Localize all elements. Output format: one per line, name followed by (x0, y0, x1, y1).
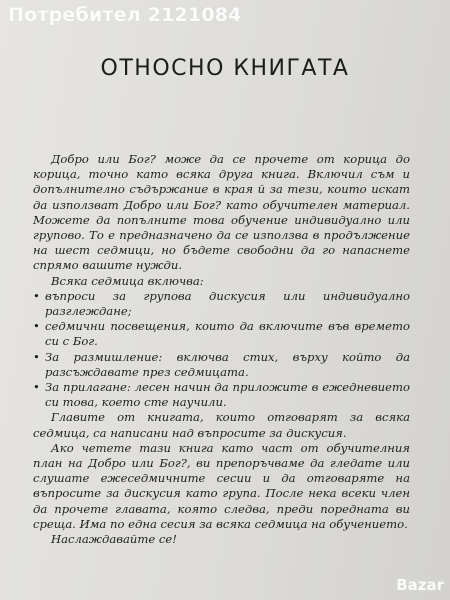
seller-watermark: Потребител 2121084 (8, 4, 242, 26)
list-item-text: въпроси за групова дискусия или индивидуално разглеждане; (45, 288, 410, 319)
bullet-icon: • (33, 319, 40, 334)
paragraph-chapters: Главите от книгата, които отговарят за всяка седмица, са написани над въпросите за дискусия. (33, 410, 410, 440)
list-item (33, 289, 410, 319)
list-item (33, 380, 410, 410)
page-body (33, 152, 410, 547)
paragraph-closing: Наслаждавайте се! (51, 532, 177, 547)
list-item-text: За прилагане: лесен начин да приложите в ежедневието си това, което сте научили. (45, 380, 410, 410)
list-item (33, 319, 410, 349)
page-title: ОТНОСНО КНИГАТА (100, 56, 350, 81)
list-item-text: За размишление: включва стих, върху който да разсъждавате през седмицата. (45, 349, 410, 379)
bullet-icon: • (33, 349, 40, 364)
paragraph-study-plan: Ако четете тази книга като част от обучителния план на Добро или Бог?, ви препоръчваме да гледате или слушате ежеседмичните сесии и да отговаряте на въпросите за дискусия като група. После нека всеки член да прочете главата, която следва, преди поредната ви среща. Има по една сесия за всяка седмица на обучението. (33, 440, 410, 531)
paragraph-weekly: Всяка седмица включва: (51, 273, 204, 288)
paragraph-intro: Добро или Бог? може да се прочете от корица до корица, точно като всяка друга книга. Включил съм и допълнително съдържание в края й за тези, които искат да използват Добро или Бог? като обучителен материал. Можете да попълните това обучение индивидуално или групово. То е предназначено да се използва в продължение на шест седмици, но бъдете свободни да го напаснете спрямо вашите нужди. (33, 152, 410, 273)
weekly-contents-list (33, 289, 410, 411)
list-item (33, 350, 410, 380)
list-item-text: седмични посвещения, които да включите във времето си с Бог. (45, 319, 410, 349)
bazar-logo: Bazar (396, 576, 444, 594)
bullet-icon: • (33, 380, 40, 395)
bullet-icon: • (33, 288, 40, 303)
